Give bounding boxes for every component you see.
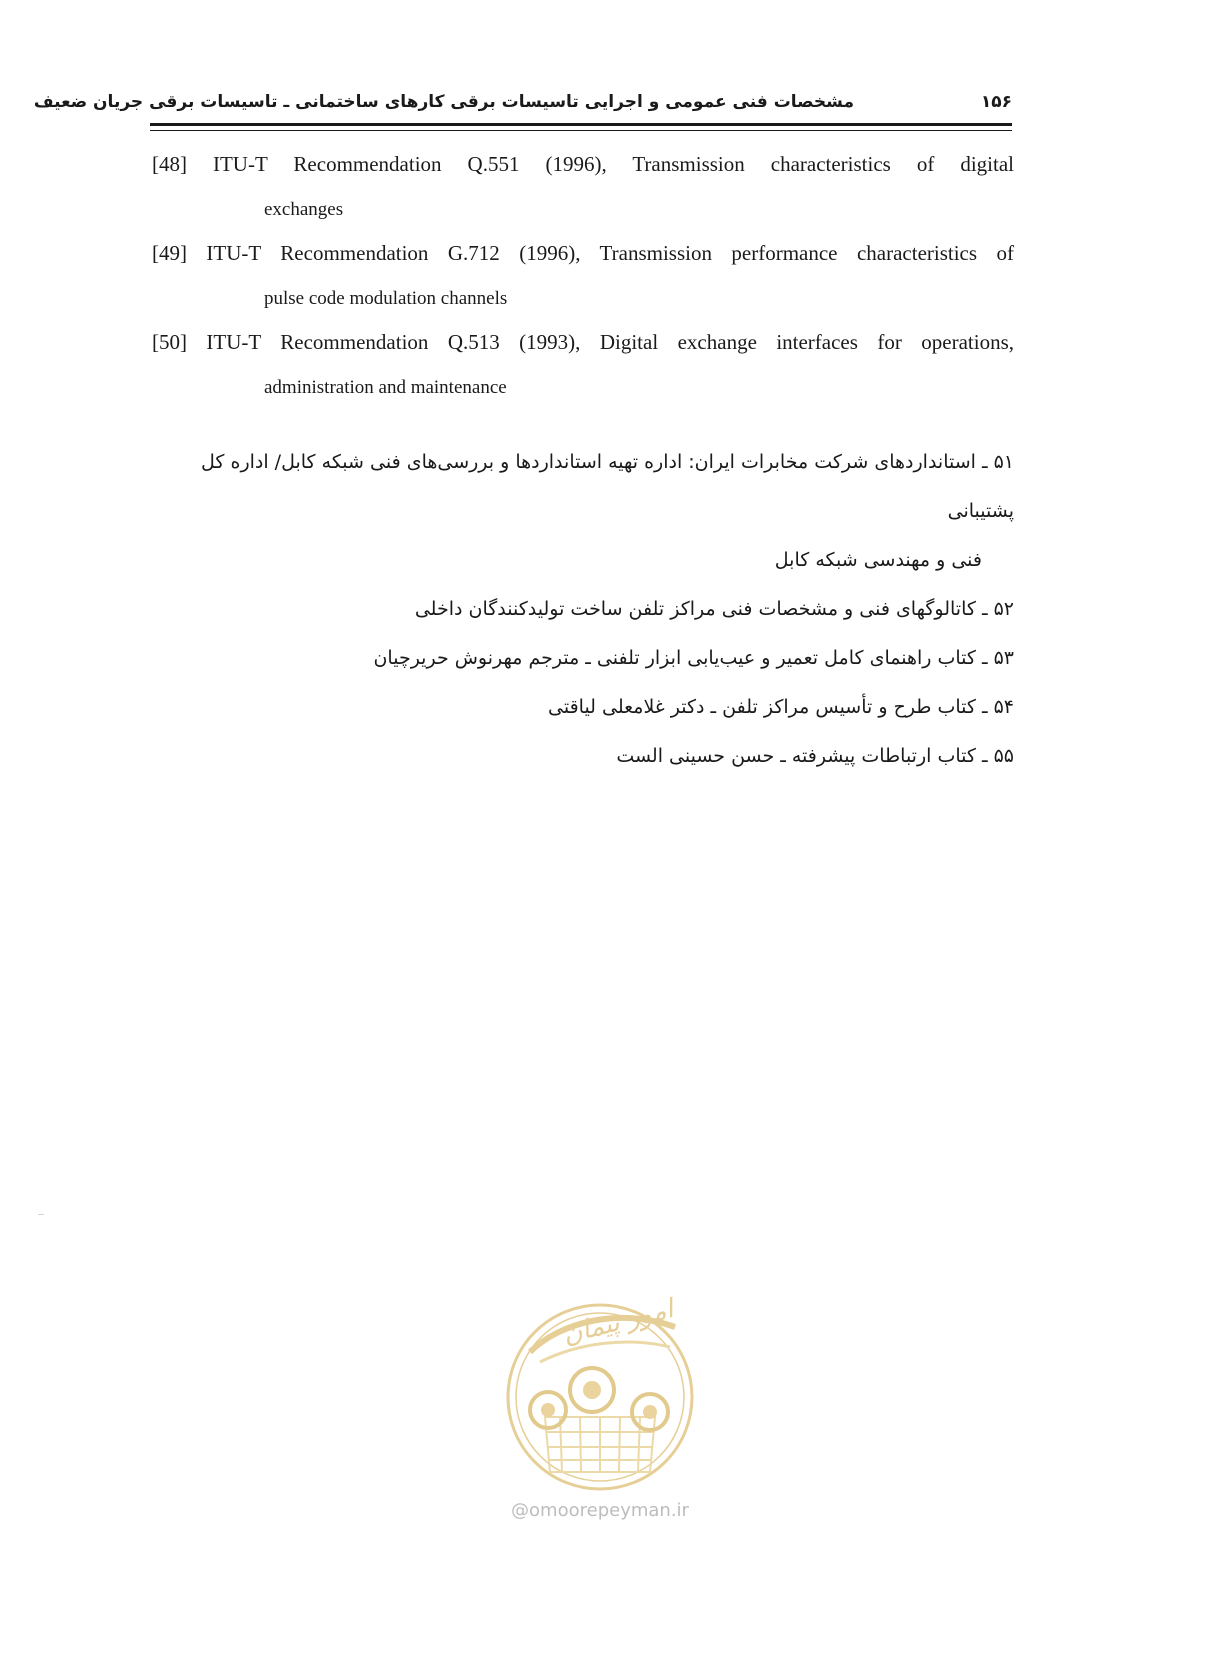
reference-49 [152,230,1014,322]
reference-51 [150,438,1014,585]
reference-55: ۵۵ ـ کتاب ارتباطات پیشرفته ـ حسن حسینی الست [616,745,1014,767]
reference-50 [152,319,1014,411]
reference-50-continuation: administration and maintenance [264,377,507,398]
persian-references [150,438,1014,781]
watermark-logo [500,1282,700,1502]
reference-49-continuation: pulse code modulation channels [264,288,508,309]
page-number: ۱۵۶ [980,92,1012,112]
reference-53: ۵۳ ـ کتاب راهنمای کامل تعمیر و عیب‌یابی ابزار تلفنی ـ مترجم مهرنوش حریرچیان [373,647,1014,669]
reference-52: ۵۲ ـ کاتالوگهای فنی و مشخصات فنی مراکز تلفن ساخت تولیدکنندگان داخلی [414,598,1014,620]
reference-54: ۵۴ ـ کتاب طرح و تأسیس مراکز تلفن ـ دکتر غلامعلی لیاقتی [548,696,1014,718]
header-rule-thin [150,130,1012,131]
reference-48-continuation: exchanges [264,199,344,220]
reference-51-text: ۵۱ ـ استانداردهای شرکت مخابرات ایران: اداره تهیه استانداردها و بررسی‌های فنی شبکه کابل/ اداره کل پشتیبانی [201,451,1014,522]
page-header [33,84,1012,118]
reference-49-text: [49] ITU-T Recommendation G.712 (1996), Transmission performance characteristics of [152,241,1014,265]
reference-48 [152,141,1014,233]
reference-48-text: [48] ITU-T Recommendation Q.551 (1996), Transmission characteristics of digital [152,152,1014,176]
running-title: مشخصات فنی عمومی و اجرایی تاسیسات برقی کارهای ساختمانی ـ تاسیسات برقی جریان ضعیف [33,92,854,112]
watermark-logo-text: امور پیمان [559,1294,677,1351]
reference-51-continuation: فنی و مهندسی شبکه کابل [774,549,982,571]
watermark-caption: @omoorepeyman.ir [511,1500,689,1521]
scan-mark [38,1214,44,1215]
header-rule-thick [150,123,1012,126]
reference-50-text: [50] ITU-T Recommendation Q.513 (1993), Digital exchange interfaces for operations, [152,330,1014,354]
